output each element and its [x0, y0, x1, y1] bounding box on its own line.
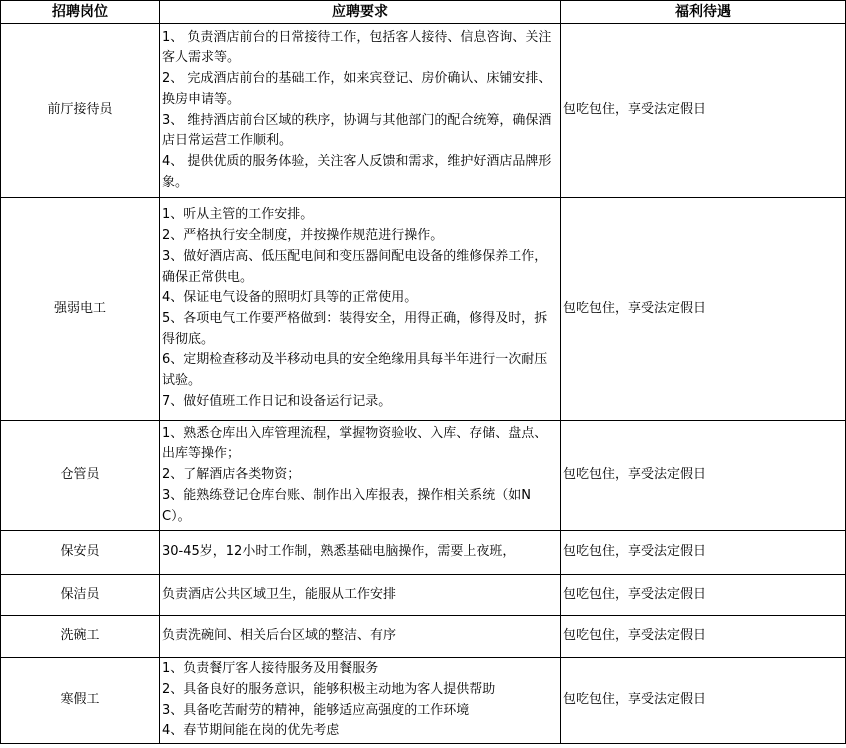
position-cell: 保洁员 [1, 575, 160, 616]
requirement-item: 1、听从主管的工作安排。 [162, 207, 314, 223]
requirements-cell [160, 24, 561, 198]
benefits-cell: 包吃包住，享受法定假日 [561, 658, 846, 744]
header-row [1, 1, 846, 24]
requirements-cell [160, 198, 561, 421]
benefits-cell: 包吃包住，享受法定假日 [561, 531, 846, 575]
benefits-cell: 包吃包住，享受法定假日 [561, 198, 846, 421]
position-cell: 前厅接待员 [1, 24, 160, 198]
requirements-cell [160, 616, 561, 658]
table-row [1, 658, 846, 744]
benefits-cell: 包吃包住，享受法定假日 [561, 421, 846, 531]
benefits-cell: 包吃包住，享受法定假日 [561, 24, 846, 198]
requirement-item: 2、了解酒店各类物资； [162, 467, 301, 483]
table-row [1, 24, 846, 198]
table-row [1, 531, 846, 575]
table-row [1, 575, 846, 616]
requirement-item: 负责洗碗间、相关后台区域的整洁、有序 [162, 628, 397, 644]
benefits-cell: 包吃包住，享受法定假日 [561, 575, 846, 616]
requirement-item: 2、具备良好的服务意识，能够积极主动地为客人提供帮助 [162, 681, 496, 697]
requirements-cell [160, 658, 561, 744]
requirement-item: 30-45岁，12小时工作制，熟悉基础电脑操作，需要上夜班， [162, 544, 516, 560]
requirement-item: 7、做好值班工作日记和设备运行记录。 [162, 393, 392, 409]
requirement-item: 1、负责餐厅客人接待服务及用餐服务 [162, 661, 379, 677]
requirement-item: 负责酒店公共区域卫生，能服从工作安排 [162, 586, 397, 602]
benefits-cell: 包吃包住，享受法定假日 [561, 616, 846, 658]
position-cell: 仓管员 [1, 421, 160, 531]
requirement-item: 6、定期检查移动及半移动电具的安全绝缘用具每半年进行一次耐压试验。 [162, 352, 548, 389]
header-benefits: 福利待遇 [561, 1, 846, 24]
header-position: 招聘岗位 [1, 1, 160, 24]
requirement-item: 1、 负责酒店前台的日常接待工作，包括客人接待、信息咨询、关注客人需求等。 [162, 29, 552, 66]
requirement-item: 1、熟悉仓库出入库管理流程，掌握物资验收、入库、存储、盘点、出库等操作； [162, 425, 548, 462]
position-cell: 寒假工 [1, 658, 160, 744]
requirements-cell [160, 421, 561, 531]
requirement-item: 5、各项电气工作要严格做到：装得安全，用得正确，修得及时，拆得彻底。 [162, 311, 548, 347]
requirement-item: 2、严格执行安全制度，并按操作规范进行操作。 [162, 228, 444, 244]
requirements-cell [160, 531, 561, 575]
table-row [1, 421, 846, 531]
requirement-item: 4、保证电气设备的照明灯具等的正常使用。 [162, 290, 418, 306]
requirements-cell [160, 575, 561, 616]
table-row [1, 198, 846, 421]
header-requirements: 应聘要求 [160, 1, 561, 24]
requirement-item: 4、 提供优质的服务体验，关注客人反馈和需求，维护好酒店品牌形象。 [162, 153, 552, 190]
requirement-item: 3、做好酒店高、低压配电间和变压器间配电设备的维修保养工作，确保正常供电。 [162, 248, 548, 285]
position-cell: 保安员 [1, 531, 160, 575]
position-cell: 强弱电工 [1, 198, 160, 421]
table-row [1, 616, 846, 658]
requirement-item: 2、 完成酒店前台的基础工作，如来宾登记、房价确认、床铺安排、换房申请等。 [162, 71, 552, 107]
requirement-item: 3、 维持酒店前台区域的秩序，协调与其他部门的配合统筹，确保酒店日常运营工作顺利。 [162, 112, 552, 149]
requirement-item: 4、春节期间能在岗的优先考虑 [162, 723, 340, 739]
requirement-item: 3、具备吃苦耐劳的精神，能够适应高强度的工作环境 [162, 702, 470, 718]
position-cell: 洗碗工 [1, 616, 160, 658]
requirement-item: 3、能熟练登记仓库台账、制作出入库报表，操作相关系统（如NC）。 [162, 487, 531, 524]
